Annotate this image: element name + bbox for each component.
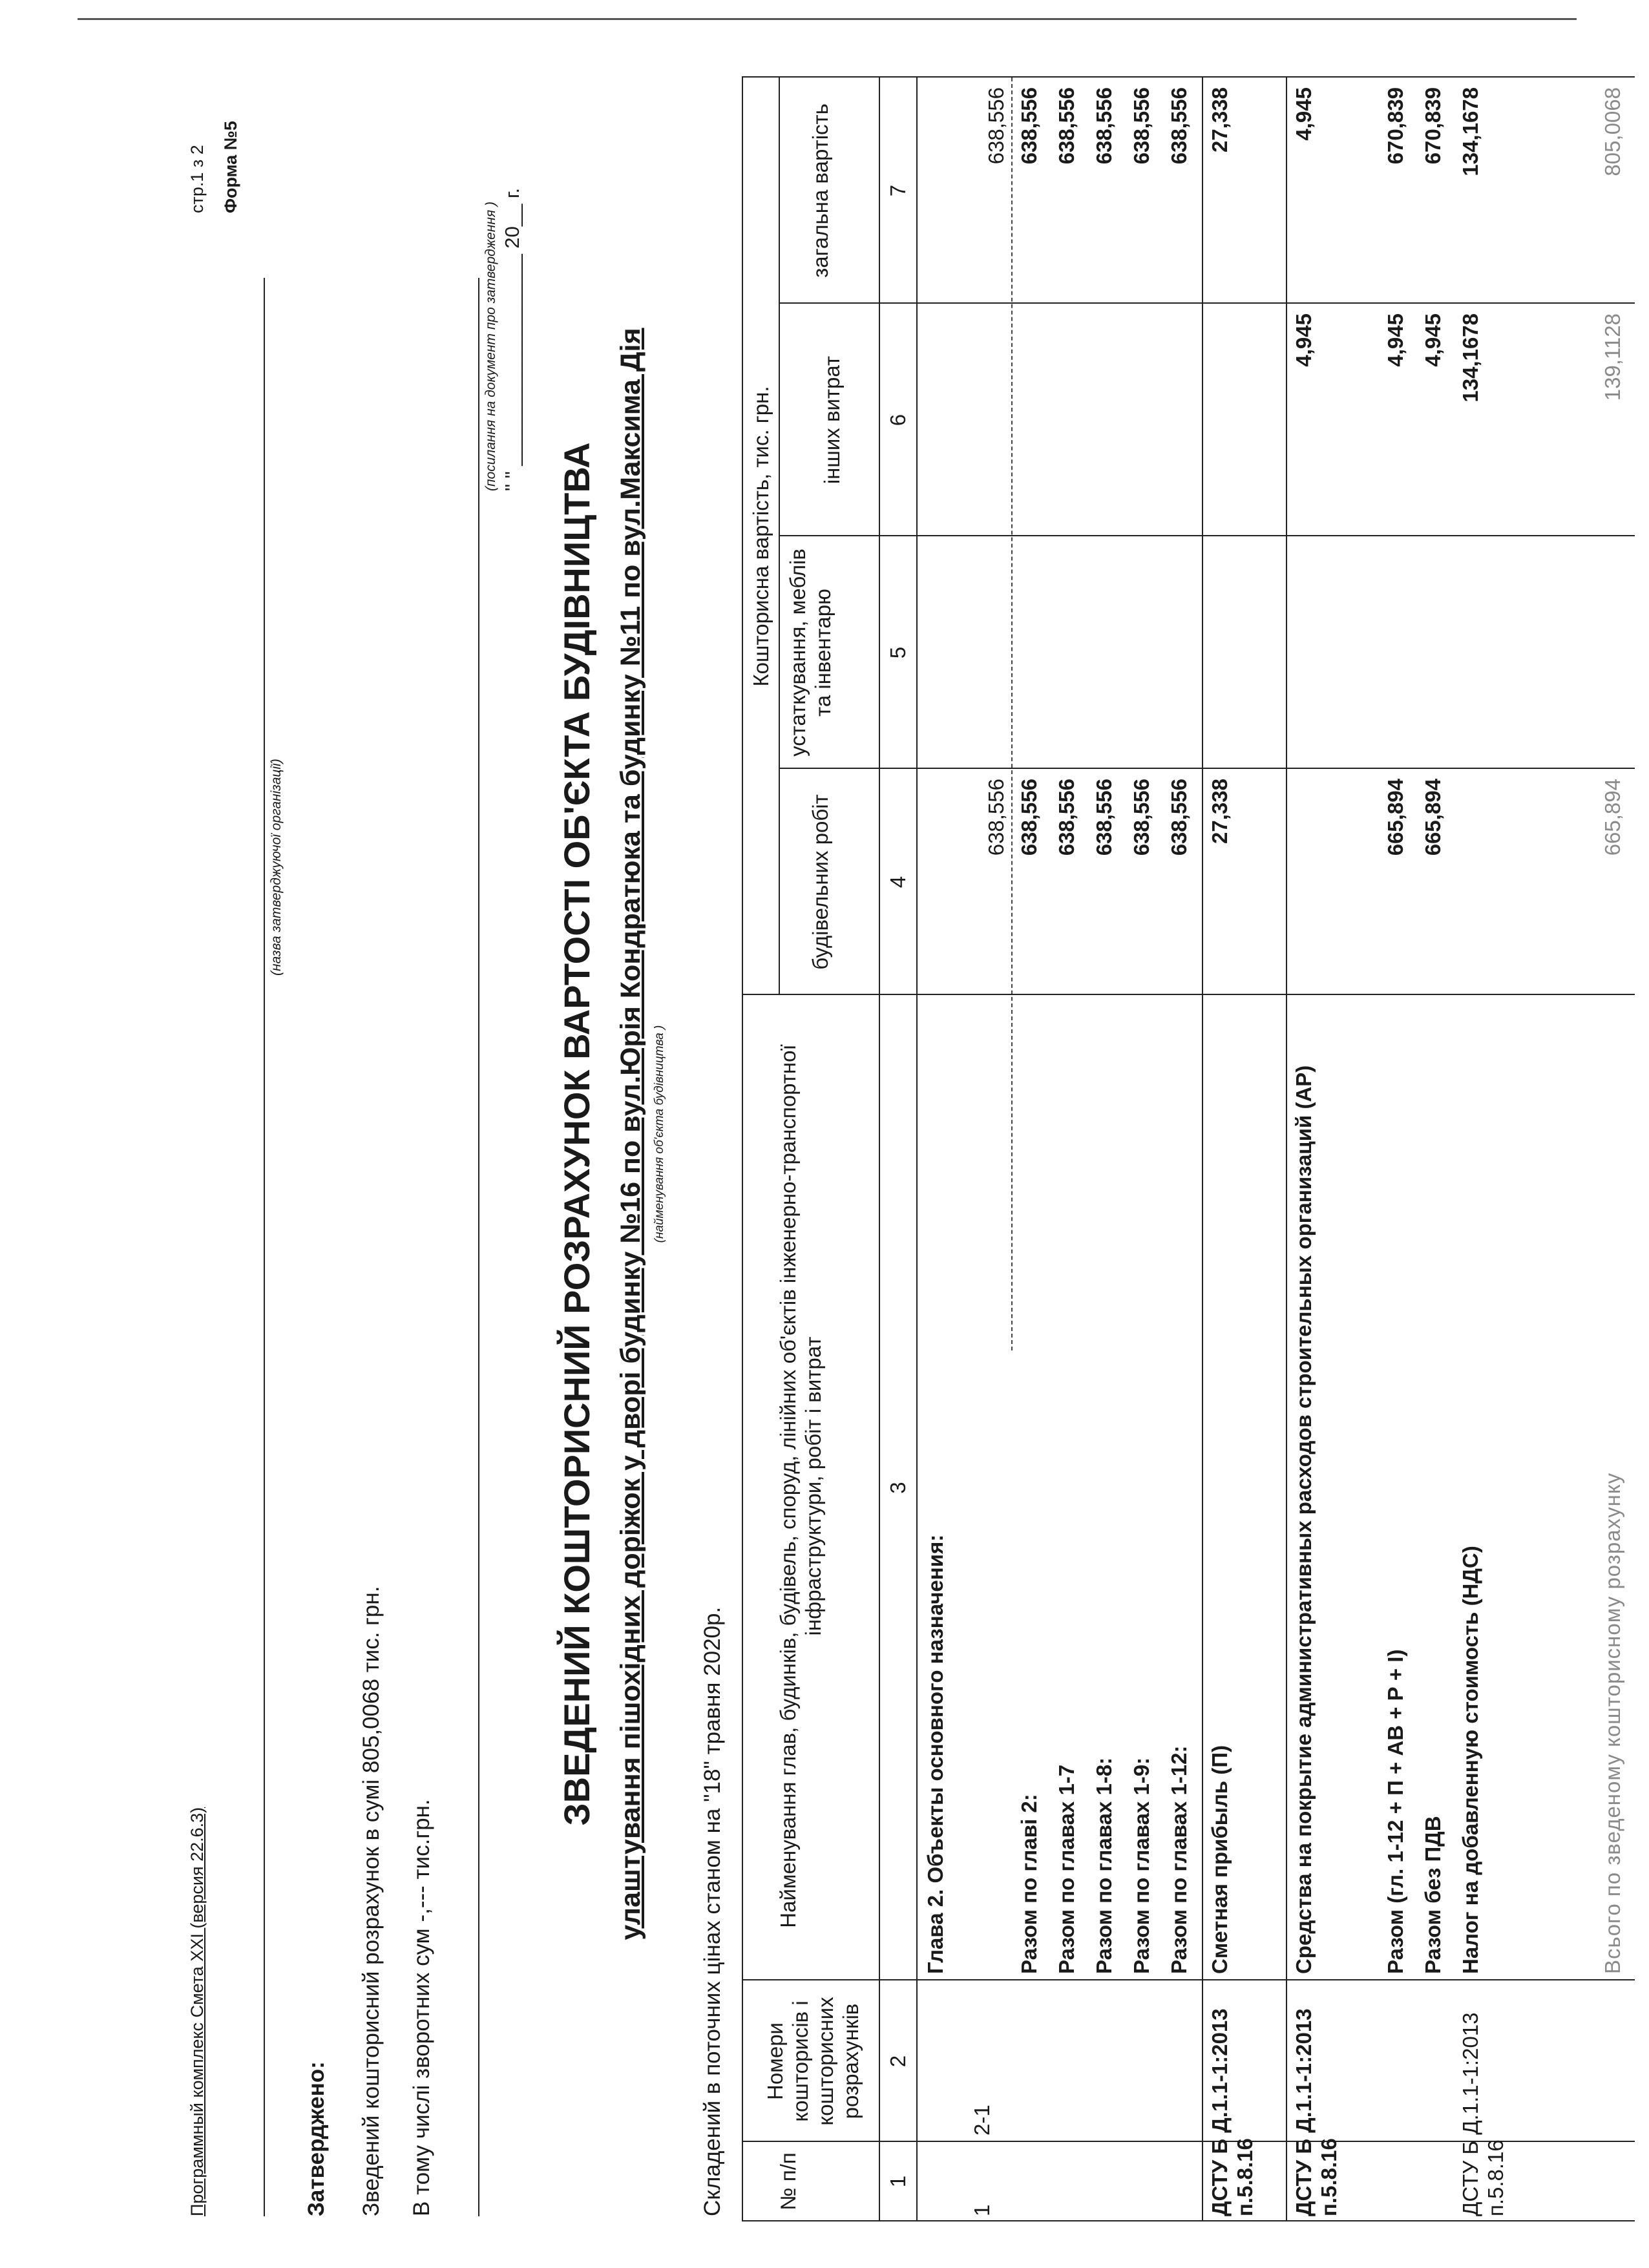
row-total-cost: 638,556: [984, 87, 1008, 165]
row-construction-cost: 638,556: [984, 779, 1008, 856]
object-name: улаштування пішохідних доріжок у дворі будинку №16 по вул.Юрія Кондратюка та будинку №11 по вул.Максима Дія: [615, 328, 646, 1940]
grand-total-other: 139,1128: [1601, 313, 1624, 401]
subtotal-construction: 638,556: [1055, 779, 1078, 856]
row-number: 1: [970, 2204, 994, 2216]
org-name-line: [264, 278, 265, 2216]
chapter-heading: Глава 2. Объекты основного назначения:: [923, 1534, 947, 1974]
page-number: стр.1 з 2: [187, 145, 207, 213]
approved-sum: Зведений кошторисний розрахунок в сумі 805,0068 тис. грн.: [359, 1586, 384, 2216]
subtotal-total: 638,556: [1129, 87, 1153, 165]
grand-total-total: 805,0068: [1601, 87, 1624, 176]
subtotal-construction: 638,556: [1129, 779, 1153, 856]
org-caption: (назва затверджуючої організації): [269, 759, 284, 976]
admin-expenses-total: 4,945: [1292, 87, 1316, 141]
header-col-equipment: устаткування, меблів та інвентарю: [786, 549, 835, 757]
subtotal-total: 638,556: [1092, 87, 1116, 165]
admin-expenses-other: 4,945: [1292, 313, 1316, 367]
norm-reference: ДСТУ Б Д.1.1-1:2013 п.5.8.16: [1458, 2012, 1507, 2216]
total-without-vat-label: Разом без ПДВ: [1421, 1816, 1445, 1974]
subtotal-total: 638,556: [1055, 87, 1078, 165]
total-other: 4,945: [1383, 313, 1407, 367]
subtotal-label: Разом по главі 2:: [1017, 1794, 1041, 1974]
header-col-total: загальна вартість: [808, 103, 832, 278]
norm-reference: ДСТУ Б Д.1.1-1:2013 п.5.8.16: [1292, 2008, 1341, 2216]
estimated-profit-label: Сметная прибыль (П): [1208, 1745, 1232, 1974]
document-title: ЗВЕДЕНИЙ КОШТОРИСНИЙ РОЗРАХУНОК ВАРТОСТІ ОБ'ЄКТА БУДІВНИЦТВА: [556, 442, 597, 1826]
row-estimate-ref: 2-1: [970, 2105, 994, 2136]
col-number-1: 1: [886, 2175, 910, 2188]
total-without-vat-other: 4,945: [1421, 313, 1445, 367]
col-number-5: 5: [886, 646, 910, 659]
norm-reference: ДСТУ Б Д.1.1-1:2013 п.5.8.16: [1208, 2008, 1257, 2216]
total-total: 670,839: [1383, 87, 1407, 165]
total-without-vat-total: 670,839: [1421, 87, 1445, 165]
subtotal-total: 638,556: [1167, 87, 1191, 165]
subtotal-total: 638,556: [1017, 87, 1041, 165]
subtotal-construction: 638,556: [1167, 779, 1191, 856]
total-label: Разом (гл. 1-12 + П + АВ + Р + І): [1383, 1649, 1407, 1974]
form-number: Форма №5: [221, 121, 240, 213]
subtotal-label: Разом по главах 1-7: [1055, 1764, 1078, 1974]
estimated-profit-construction: 27,338: [1208, 779, 1232, 844]
vat-other: 134,1678: [1458, 313, 1482, 403]
approval-date: " " ___________________ 20__ г.: [501, 187, 523, 491]
col-number-4: 4: [886, 876, 910, 888]
vat-total: 134,1678: [1458, 87, 1482, 176]
approved-label: Затверджено:: [304, 2061, 329, 2216]
subtotal-label: Разом по главах 1-12:: [1167, 1745, 1191, 1974]
header-col-number: № п/п: [776, 2152, 800, 2210]
subtotal-construction: 638,556: [1017, 779, 1041, 856]
header-col-construction: будівельних робіт: [808, 794, 832, 970]
col-number-6: 6: [886, 414, 910, 426]
vat-label: Налог на добавленную стоимость (НДС): [1458, 1546, 1482, 1974]
subtotal-label: Разом по главах 1-8:: [1092, 1757, 1116, 1974]
col-number-2: 2: [886, 2055, 910, 2068]
prices-note: Складений в поточних цінах станом на "18" травня 2020р.: [700, 1606, 725, 2216]
col-number-7: 7: [886, 184, 910, 197]
col-number-3: 3: [886, 1482, 910, 1494]
subtotal-construction: 638,556: [1092, 779, 1116, 856]
total-construction: 665,894: [1383, 779, 1407, 856]
subtotal-label: Разом по главах 1-9:: [1129, 1757, 1153, 1974]
approval-ref-caption: (посилання на документ про затвердження ): [483, 201, 498, 491]
total-without-vat-construction: 665,894: [1421, 779, 1445, 856]
software-name: Программный комплекс Смета XXI (версия 22.6.3): [187, 1807, 207, 2216]
object-name-caption: (найменування об'єкта будівництва ): [653, 1025, 666, 1243]
header-col-other: інших витрат: [820, 355, 844, 485]
approval-ref-line: [478, 278, 479, 2216]
header-col-estimate-refs: Номери кошторисів і кошторисних розрахунків: [763, 1997, 863, 2126]
return-sums: В тому числі зворотних сум -,--- тис.грн.: [409, 1799, 434, 2216]
estimated-profit-total: 27,338: [1208, 87, 1232, 152]
grand-total-construction: 665,894: [1601, 779, 1624, 856]
header-cost-group: Кошторисна вартість, тис. грн.: [749, 386, 773, 687]
header-col-description: Найменування глав, будинків, будівель, споруд, лінійних об'єктів інженерно-транспортної інфраструктури, робіт і витрат: [776, 1044, 825, 1928]
admin-expenses-label: Средства на покрытие административных расходов строительных организаций (АР): [1292, 1065, 1316, 1974]
grand-total-label: Всього по зведеному кошторисному розрахунку: [1601, 1472, 1624, 1974]
